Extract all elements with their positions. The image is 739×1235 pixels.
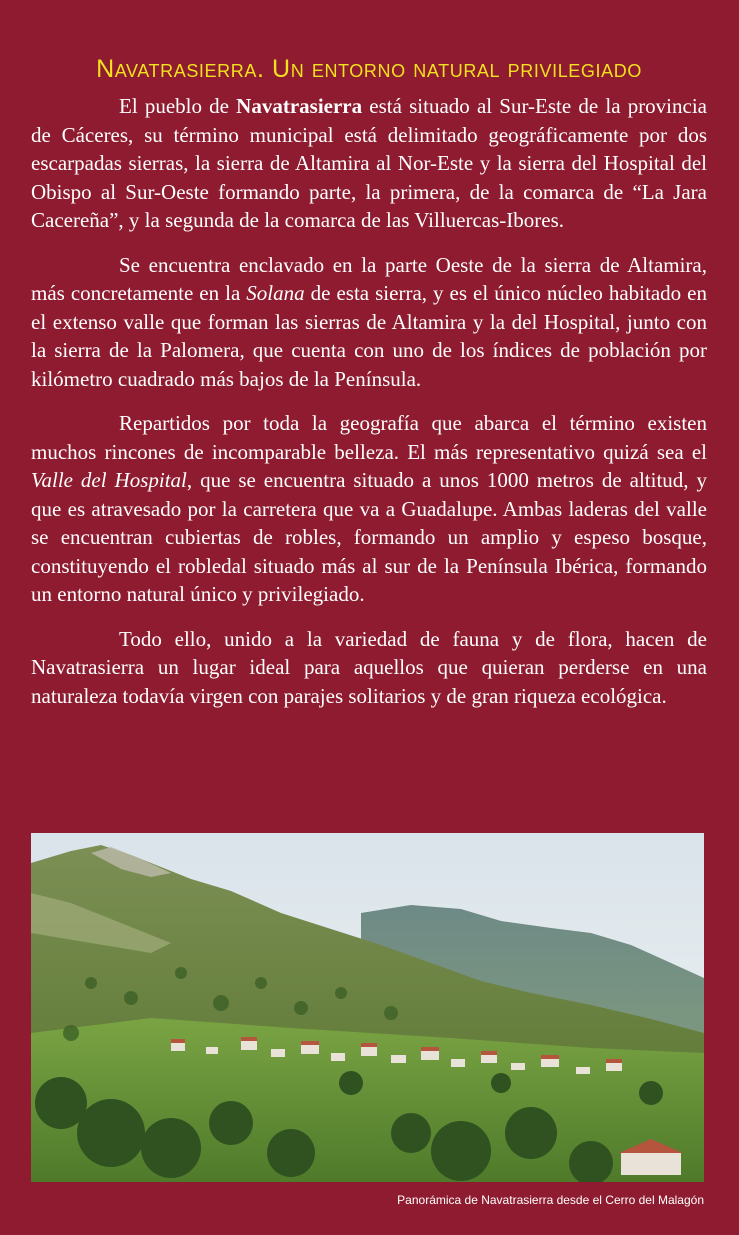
photo-caption: Panorámica de Navatrasierra desde el Cerro del Malagón xyxy=(397,1193,704,1207)
paragraph-2-segment: de esta sierra, y es el único núcleo habitado en el extenso valle que forman las sierras de Altamira y la del Hospital, junto con la sierra de la Palomera, que cuenta con uno de los índices de población por kilómetro cuadrado más bajos de la Península. xyxy=(31,281,708,391)
paragraph-3 xyxy=(31,409,707,609)
body-text xyxy=(31,92,707,726)
paragraph-1-segment: El pueblo de xyxy=(119,94,237,118)
paragraph-2 xyxy=(31,251,707,394)
paragraph-1 xyxy=(31,92,707,235)
paragraph-1-segment: está situado al Sur-Este de la provincia de Cáceres, su término municipal está delimitado geográficamente por dos escarpadas sierras, la sierra de Altamira al Nor-Este y la sierra del Hospital del Obispo al Sur-Oeste formando parte, la primera, de la comarca de “La Jara Cacereña”, y la segunda de la comarca de las Villuercas-Ibores. xyxy=(31,94,707,232)
solana-italic: Solana xyxy=(246,281,305,305)
valle-italic: Valle del Hospital xyxy=(31,468,187,492)
paragraph-4-segment: Todo ello, unido a la variedad de fauna y de flora, hacen de Navatrasierra un lugar ideal para aquellos que quieran perderse en una naturaleza todavía virgen con parajes solitarios y de gran riqueza ecológica. xyxy=(31,626,707,708)
landscape-photo-icon xyxy=(31,833,704,1182)
town-name-bold: Navatrasierra xyxy=(236,94,363,118)
paragraph-3-segment: , que se encuentra situado a unos 1000 metros de altitud, y que es atravesado por la carretera que va a Guadalupe. Ambas laderas del valle se encuentran cubiertas de robles, formando un amplio y espeso bosque, constituyendo el robledal situado más al sur de la Península Ibérica, formando un entorno natural único y privilegiado. xyxy=(31,468,707,606)
landscape-photo xyxy=(31,833,704,1182)
page-title: Navatrasierra. Un entorno natural privilegiado xyxy=(96,55,642,83)
paragraph-4 xyxy=(31,625,707,711)
paragraph-2-segment: Se encuentra enclavado en la parte Oeste de la sierra de Altamira, más concretamente en la xyxy=(31,252,707,305)
paragraph-3-segment: Repartidos por toda la geografía que abarca el término existen muchos rincones de incomparable belleza. El más representativo quizá sea el xyxy=(31,411,707,464)
